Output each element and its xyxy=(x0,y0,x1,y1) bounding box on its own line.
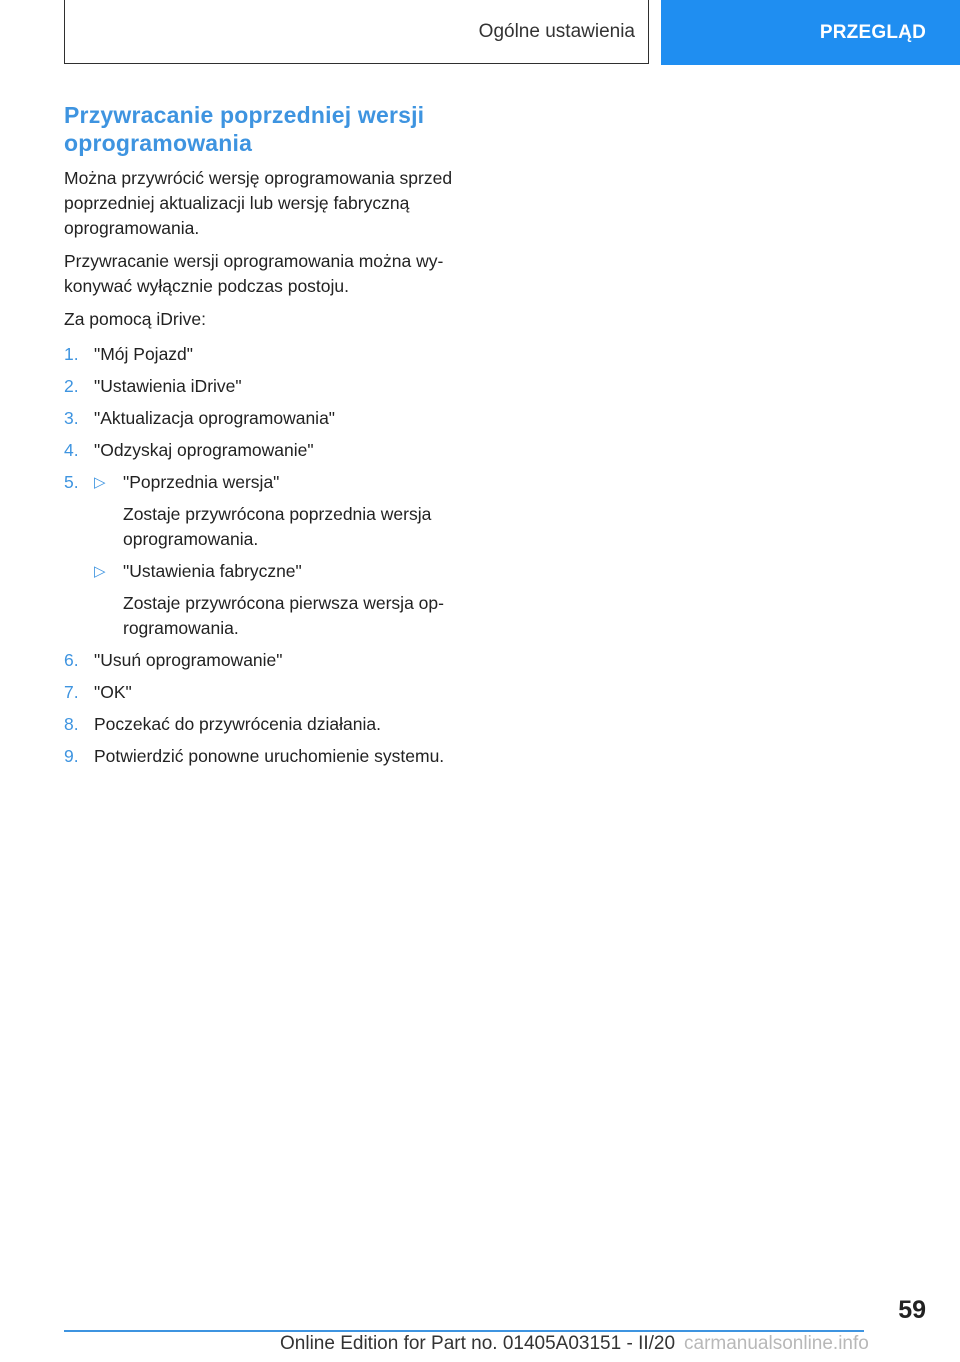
triangle-right-icon: ▷ xyxy=(94,563,106,580)
step-text: "Mój Pojazd" xyxy=(94,344,193,364)
step-2 xyxy=(64,374,494,399)
step-6 xyxy=(64,648,494,673)
step-number: 6. xyxy=(64,650,79,670)
sub-option-previous-version xyxy=(94,470,494,495)
step-text: "OK" xyxy=(94,682,132,702)
step-number: 2. xyxy=(64,376,79,396)
step-5 xyxy=(64,470,494,641)
footer-divider xyxy=(64,1330,864,1332)
step-number: 1. xyxy=(64,344,79,364)
step-number: 7. xyxy=(64,682,79,702)
header-section-title: Ogólne ustawienia xyxy=(64,0,649,64)
sub-option-description: Zostaje przywrócona poprzednia wersja oprogramowania. xyxy=(123,504,432,549)
steps-list xyxy=(64,342,494,769)
step-3 xyxy=(64,406,494,431)
step-number: 4. xyxy=(64,440,79,460)
step-text: "Ustawienia iDrive" xyxy=(94,376,242,396)
sub-option-description: Zostaje przywrócona pierwsza wersja oprogramowania. xyxy=(123,593,444,638)
step-text: "Odzyskaj oprogramowanie" xyxy=(94,440,314,460)
step-text: Potwierdzić ponowne uruchomienie systemu. xyxy=(94,746,445,766)
step-number: 9. xyxy=(64,746,79,766)
main-content xyxy=(64,101,494,776)
step-7 xyxy=(64,680,494,705)
sub-option-label: "Ustawienia fabryczne" xyxy=(123,561,302,581)
header-chapter-tab[interactable]: PRZEGLĄD xyxy=(661,0,960,65)
sub-option-label: "Poprzednia wersja" xyxy=(123,472,280,492)
triangle-right-icon: ▷ xyxy=(94,474,106,491)
section-heading: Przywracanie poprzedniej wersji oprogramowania xyxy=(64,102,425,156)
step-8 xyxy=(64,712,494,737)
step-1 xyxy=(64,342,494,367)
idrive-lead: Za pomocą iDrive: xyxy=(64,309,206,329)
step-number: 8. xyxy=(64,714,79,734)
step-text: "Aktualizacja oprogramowania" xyxy=(94,408,336,428)
step-number: 5. xyxy=(64,472,79,492)
footer-edition-text: Online Edition for Part no. 01405A03151 - II/20 xyxy=(280,1333,676,1354)
condition-paragraph: Przywracanie wersji oprogramowania można wykonywać wyłącznie podczas postoju. xyxy=(64,251,444,296)
step-text: Poczekać do przywrócenia działania. xyxy=(94,714,381,734)
intro-paragraph: Można przywrócić wersję oprogramowania sprzed poprzedniej aktualizacji lub wersję fabryczną oprogramowania. xyxy=(64,168,453,238)
page-number: 59 xyxy=(898,1296,926,1324)
step-number: 3. xyxy=(64,408,79,428)
step-4 xyxy=(64,438,494,463)
sub-option-factory-settings xyxy=(94,559,494,584)
step-text: "Usuń oprogramowanie" xyxy=(94,650,283,670)
step-9 xyxy=(64,744,494,769)
watermark-text: carmanualsonline.info xyxy=(684,1333,869,1354)
